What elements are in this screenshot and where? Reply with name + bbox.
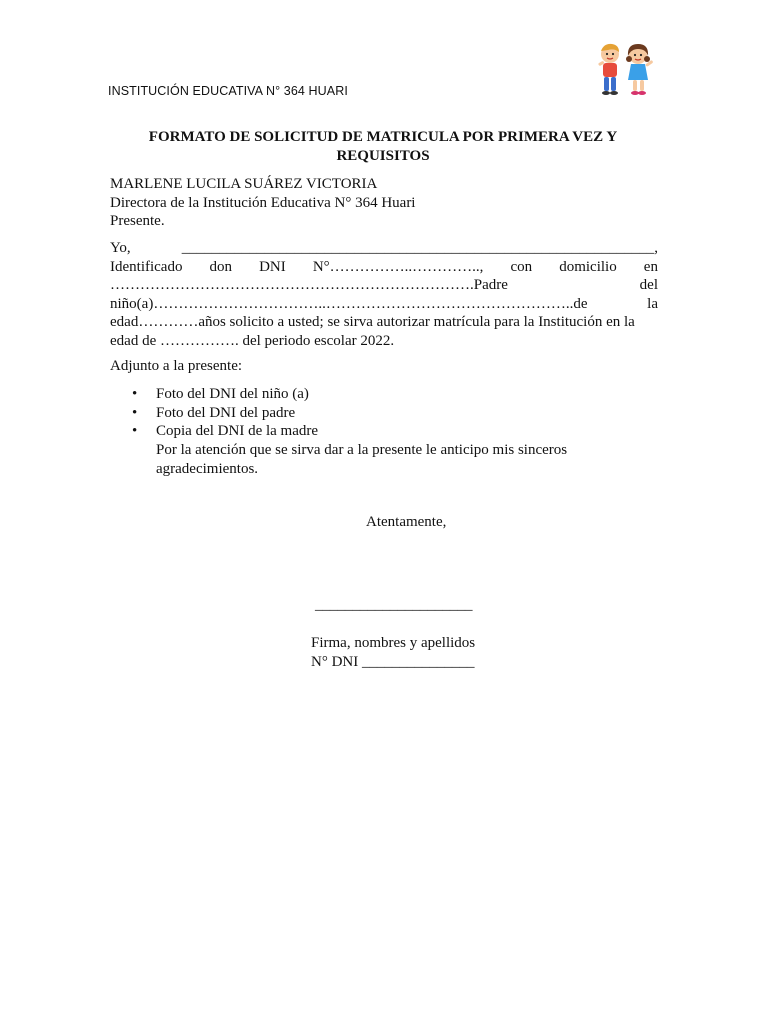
list-item — [110, 422, 630, 441]
regards-text: Atentamente, — [366, 514, 447, 530]
signature-label: Firma, nombres y apellidos — [311, 635, 476, 651]
institution-header: INSTITUCIÓN EDUCATIVA N° 364 HUARI — [108, 84, 348, 98]
body-word: don — [209, 258, 233, 275]
body-line-4 — [110, 295, 658, 314]
document-title — [108, 128, 658, 166]
signature-line: _____________________ — [315, 597, 473, 613]
addressee-role: Directora de la Institución Educativa N° 364 Huari — [110, 194, 416, 211]
age-blank: edad…………años solicito a usted; se sirva autorizar matrícula para la Institución en la — [110, 314, 635, 330]
list-item — [110, 404, 630, 423]
dni-blank: N°……………..………….., — [312, 258, 484, 275]
body-word: en — [643, 258, 658, 275]
addressee-name: MARLENE LUCILA SUÁREZ VICTORIA — [110, 176, 378, 192]
body-word: DNI — [259, 258, 286, 275]
body-word: Identificado — [110, 258, 183, 275]
address-blank: ……………………………………………………………….Padre — [110, 277, 508, 293]
title-line-2: REQUISITOS — [336, 148, 430, 164]
bullet-icon: • — [132, 386, 138, 402]
list-item-label: Copia del DNI de la madre — [156, 423, 319, 439]
bullet-icon: • — [132, 423, 138, 439]
body-word: con — [510, 258, 533, 275]
list-item-label: Foto del DNI del padre — [156, 404, 296, 421]
school-period-text: edad de ……………. del periodo escolar 2022. — [110, 332, 395, 349]
signature-dni: N° DNI _______________ — [311, 653, 475, 670]
body-line-3 — [110, 276, 658, 295]
name-blank: _______________________________________________________________, — [181, 240, 658, 256]
title-line-1: FORMATO DE SOLICITUD DE MATRICULA POR PRIMERA VEZ Y — [148, 129, 618, 145]
closing-text: Por la atención que se sirva dar a la presente le anticipo mis sinceros agradecimientos. — [156, 442, 568, 477]
body-word: del — [639, 277, 658, 293]
child-name-blank: niño(a)……………………………..…………………………………………..de — [110, 295, 588, 312]
requirements-list — [110, 385, 630, 441]
body-line-2 — [110, 258, 658, 277]
addressee-block — [110, 175, 415, 231]
signature-block — [311, 634, 475, 671]
addressee-greeting: Presente. — [110, 213, 165, 229]
body-word: domicilio — [559, 258, 617, 275]
body-line-6 — [110, 332, 658, 351]
body-line-1 — [110, 239, 658, 258]
attachments-intro: Adjunto a la presente: — [110, 358, 243, 374]
body-word: Yo, — [110, 240, 131, 256]
request-paragraph — [110, 239, 658, 350]
body-line-5 — [110, 313, 658, 332]
children-illustration-icon — [590, 40, 662, 100]
body-word: la — [647, 295, 658, 312]
list-item — [110, 385, 630, 404]
bullet-icon: • — [132, 404, 138, 421]
list-item-label: Foto del DNI del niño (a) — [156, 386, 309, 402]
